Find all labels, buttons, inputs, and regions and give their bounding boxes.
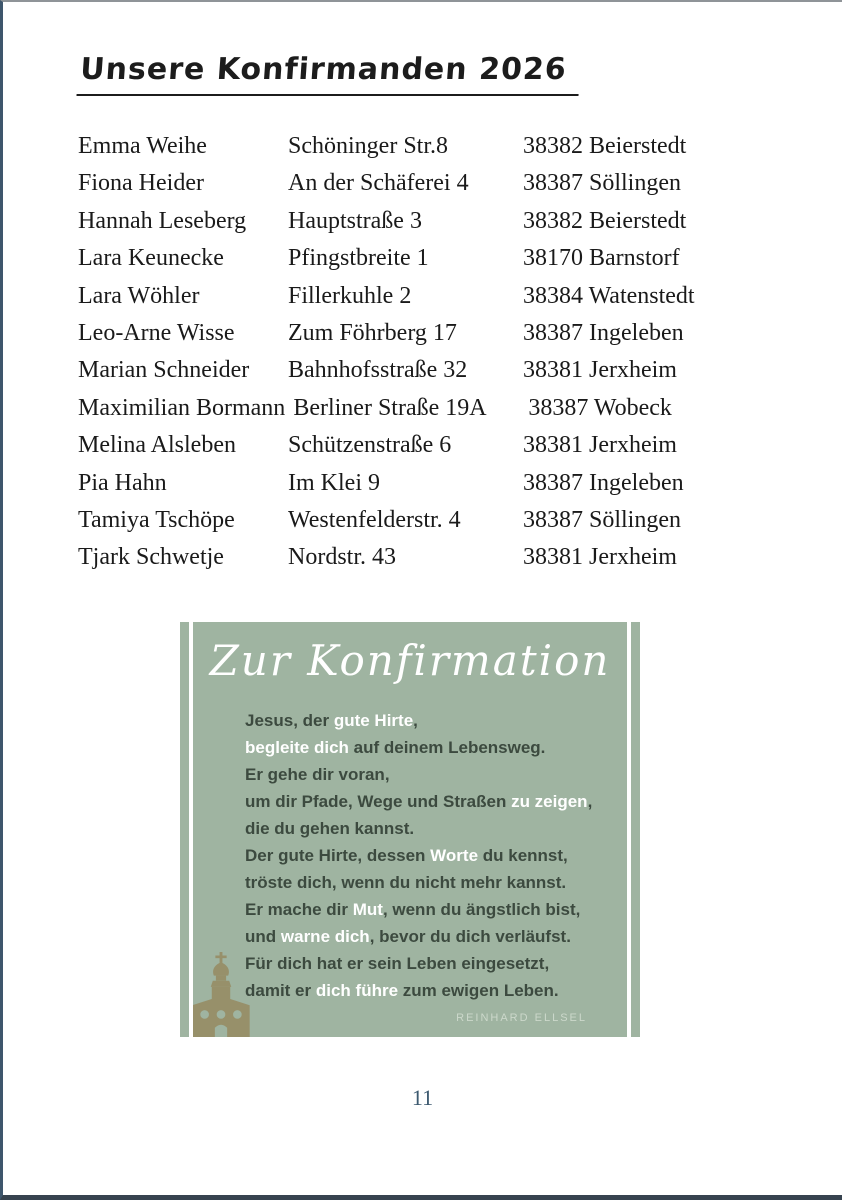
confirmand-street: An der Schäferei 4 — [288, 170, 469, 197]
confirmand-name: Leo-Arne Wisse — [78, 320, 235, 347]
poem-line — [245, 869, 599, 896]
confirmand-street: Bahnhofsstraße 32 — [288, 357, 468, 384]
confirmand-row — [78, 427, 695, 464]
confirmand-row — [78, 539, 695, 576]
poem-text: und — [245, 927, 281, 946]
confirmand-row — [78, 315, 695, 352]
confirmand-row — [78, 240, 695, 277]
poem-text: , — [587, 792, 593, 811]
confirmation-card — [180, 622, 640, 1037]
confirmand-name: Emma Weihe — [78, 133, 207, 159]
poem-text: damit er — [245, 981, 316, 1000]
poem-line — [245, 896, 599, 923]
confirmand-city: 38387 Söllingen — [523, 170, 682, 197]
poem-text: zum ewigen Leben. — [398, 981, 559, 1000]
confirmand-name: Lara Wöhler — [78, 282, 200, 309]
poem-text: Er mache dir — [245, 900, 353, 919]
confirmand-row — [78, 352, 695, 389]
confirmand-city: 38387 Ingeleben — [523, 469, 684, 496]
confirmand-row — [78, 465, 695, 502]
page-title: Unsere Konfirmanden 2026 — [76, 52, 581, 96]
card-border-strip-left — [180, 622, 189, 1037]
confirmand-row — [78, 128, 695, 165]
confirmand-row — [78, 203, 695, 240]
confirmand-street: Schützenstraße 6 — [288, 432, 452, 459]
card-title: Zur Konfirmation — [209, 636, 611, 685]
confirmand-city: 38384 Watenstedt — [523, 282, 695, 309]
confirmand-street: Berliner Straße 19A — [293, 394, 487, 421]
poem-text: die du gehen kannst. — [245, 819, 415, 838]
poem-highlight: gute Hirte — [333, 711, 414, 730]
confirmand-street: Schöninger Str.8 — [288, 133, 448, 159]
poem-text: , bevor du dich verläufst. — [369, 927, 571, 946]
confirmand-city: 38381 Jerxheim — [523, 357, 677, 384]
confirmand-name: Melina Alsleben — [78, 432, 236, 459]
page-number: 11 — [411, 1085, 434, 1110]
confirmand-city: 38382 Beierstedt — [523, 133, 687, 159]
poem-text: Jesus, der — [245, 711, 334, 730]
confirmand-name: Fiona Heider — [78, 170, 204, 197]
poem-text: um dir Pfade, Wege und Straßen — [245, 792, 512, 811]
poem-line — [245, 923, 599, 950]
poem-highlight: warne dich — [280, 927, 370, 946]
poem-highlight: Worte — [430, 846, 479, 865]
poem-text: du kennst, — [478, 846, 568, 865]
confirmand-name: Hannah Leseberg — [78, 207, 247, 234]
confirmand-name: Lara Keunecke — [78, 245, 224, 272]
poem-line — [245, 977, 599, 1004]
confirmand-street: Zum Föhrberg 17 — [288, 320, 457, 347]
card-attribution: REINHARD ELLSEL — [456, 1012, 587, 1024]
card-border-strip-right — [631, 622, 640, 1037]
church-icon — [193, 951, 253, 1037]
confirmand-name: Marian Schneider — [78, 357, 250, 384]
confirmand-city: 38382 Beierstedt — [523, 207, 687, 234]
confirmand-city: 38381 Jerxheim — [523, 544, 677, 571]
confirmand-street: Im Klei 9 — [288, 469, 380, 496]
confirmand-street: Fillerkuhle 2 — [288, 282, 412, 309]
poem-highlight: zu zeigen — [511, 792, 588, 811]
confirmand-city: 38387 Wobeck — [528, 394, 672, 421]
poem-line — [245, 842, 599, 869]
confirmand-street: Pfingstbreite 1 — [288, 245, 429, 272]
poem-text: , wenn du ängstlich bist, — [382, 900, 581, 919]
poem-line — [245, 950, 599, 977]
poem-line — [245, 734, 599, 761]
poem-highlight: Mut — [352, 900, 383, 919]
confirmand-street: Nordstr. 43 — [288, 544, 396, 571]
poem-text: Der gute Hirte, dessen — [245, 846, 431, 865]
confirmand-name: Tamiya Tschöpe — [78, 507, 235, 534]
confirmand-city: 38387 Ingeleben — [523, 320, 684, 347]
card-main-panel — [193, 622, 627, 1037]
confirmand-row — [78, 278, 695, 315]
poem-text: , — [413, 711, 418, 730]
poem-line — [245, 788, 599, 815]
poem-line — [245, 707, 599, 734]
confirmand-name: Pia Hahn — [78, 469, 167, 496]
confirmand-name: Tjark Schwetje — [78, 544, 224, 571]
confirmand-city: 38381 Jerxheim — [523, 432, 677, 459]
confirmand-row — [78, 165, 695, 202]
poem-line — [245, 815, 599, 842]
confirmand-row — [78, 390, 695, 427]
poem-highlight: dich führe — [315, 981, 399, 1000]
poem-text: auf deinem Lebensweg. — [348, 738, 546, 757]
confirmand-street: Hauptstraße 3 — [288, 207, 422, 234]
confirmand-row — [78, 502, 695, 539]
confirmand-name: Maximilian Bormann — [78, 394, 286, 421]
confirmand-street: Westenfelderstr. 4 — [288, 507, 461, 534]
poem-highlight: begleite dich — [245, 738, 349, 757]
confirmand-list — [78, 128, 695, 577]
poem-text: tröste dich, wenn du nicht mehr kannst. — [245, 873, 567, 892]
poem-line — [245, 761, 599, 788]
card-poem — [245, 707, 599, 1004]
poem-text: Für dich hat er sein Leben eingesetzt, — [245, 954, 550, 973]
confirmand-city: 38170 Barnstorf — [523, 245, 680, 272]
poem-text: Er gehe dir voran, — [245, 765, 390, 784]
confirmand-city: 38387 Söllingen — [523, 507, 682, 534]
